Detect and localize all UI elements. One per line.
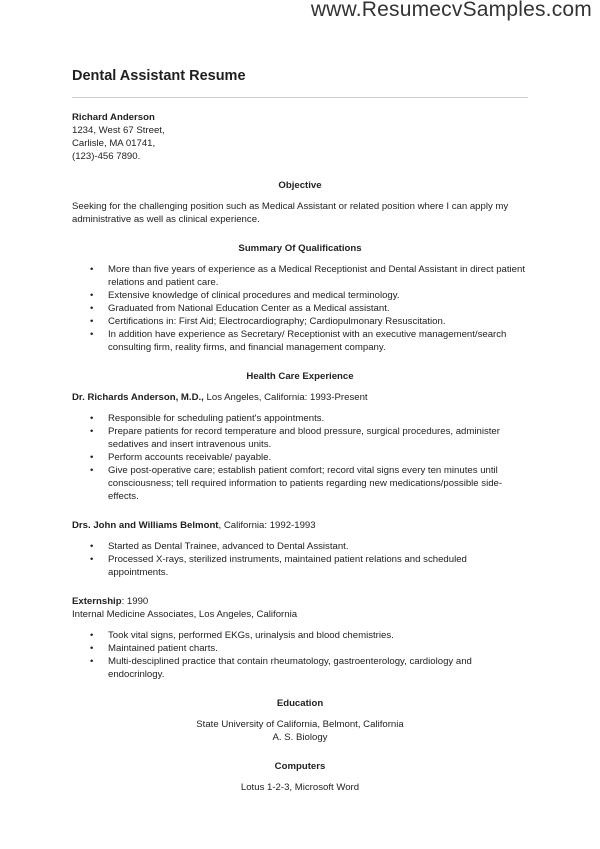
bullet-icon: • xyxy=(90,630,94,641)
contact-phone: (123)-456 7890. xyxy=(72,151,141,162)
bullet-icon: • xyxy=(90,656,94,667)
contact-address-line-2: Carlisle, MA 01741, xyxy=(72,138,156,149)
list-item xyxy=(72,642,528,655)
contact-name: Richard Anderson xyxy=(72,112,155,123)
job-1-duties xyxy=(72,412,528,503)
experience-heading: Health Care Experience xyxy=(246,371,354,382)
job-2-employer: Drs. John and Williams Belmont xyxy=(72,520,219,531)
externship-label: Externship xyxy=(72,596,122,607)
list-item xyxy=(72,655,528,681)
bullet-icon: • xyxy=(90,316,94,327)
list-item-text: Took vital signs, performed EKGs, urinalysis and blood chemistries. xyxy=(108,630,394,641)
list-item-text: More than five years of experience as a Medical Receptionist and Dental Assistant in direct patient relations and patient care. xyxy=(108,264,526,288)
summary-heading: Summary Of Qualifications xyxy=(238,243,362,254)
list-item xyxy=(72,425,528,451)
list-item-text: Perform accounts receivable/ payable. xyxy=(108,452,272,463)
resume-title: Dental Assistant Resume xyxy=(72,68,246,84)
bullet-icon: • xyxy=(90,264,94,275)
externship-year: : 1990 xyxy=(121,596,149,607)
list-item-text: Give post-operative care; establish patient comfort; record vital signs every ten minutes until consciousness; tell required information to patients regarding new medications/possible side-effects. xyxy=(108,465,503,502)
list-item xyxy=(72,328,528,354)
list-item xyxy=(72,540,528,553)
list-item-text: Maintained patient charts. xyxy=(108,643,218,654)
job-2-header xyxy=(72,519,528,532)
externship-duties xyxy=(72,629,528,681)
bullet-icon: • xyxy=(90,303,94,314)
education-heading: Education xyxy=(276,698,324,709)
job-1-header xyxy=(72,391,528,404)
list-item xyxy=(72,464,528,503)
job-2-details: , California: 1992-1993 xyxy=(218,520,316,531)
externship-header xyxy=(72,595,528,608)
bullet-icon: • xyxy=(90,554,94,565)
education-degree: A. S. Biology xyxy=(272,732,328,743)
bullet-icon: • xyxy=(90,290,94,301)
list-item xyxy=(72,289,528,302)
list-item xyxy=(72,315,528,328)
computers-heading: Computers xyxy=(274,761,326,772)
bullet-icon: • xyxy=(90,329,94,340)
list-item-text: In addition have experience as Secretary/ Receptionist with an executive management/search consulting firm, reality firms, and financial management company. xyxy=(108,329,507,353)
objective-text: Seeking for the challenging position such as Medical Assistant or related position where I can apply my administrative as well as clinical experience. xyxy=(72,201,509,225)
contact-block xyxy=(72,111,528,163)
list-item-text: Certifications in: First Aid; Electrocardiography; Cardiopulmonary Resuscitation. xyxy=(108,316,446,327)
bullet-icon: • xyxy=(90,452,94,463)
resume-page xyxy=(72,70,528,794)
job-1-employer: Dr. Richards Anderson, M.D., xyxy=(72,392,204,403)
list-item-text: Prepare patients for record temperature and blood pressure, surgical procedures, administer sedatives and insert intravenous units. xyxy=(108,426,500,450)
list-item xyxy=(72,412,528,425)
list-item xyxy=(72,553,528,579)
list-item-text: Multi-desciplined practice that contain rheumatology, gastroenterology, cardiology and endocrinlogy. xyxy=(108,656,472,680)
list-item xyxy=(72,302,528,315)
title-divider xyxy=(72,97,528,98)
bullet-icon: • xyxy=(90,413,94,424)
list-item xyxy=(72,263,528,289)
job-1-details: Los Angeles, California: 1993-Present xyxy=(203,392,368,403)
site-watermark: www.ResumecvSamples.com xyxy=(310,0,592,21)
list-item-text: Graduated from National Education Center as a Medical assistant. xyxy=(108,303,390,314)
objective-heading: Objective xyxy=(278,180,322,191)
list-item xyxy=(72,629,528,642)
computers-skills: Lotus 1-2-3, Microsoft Word xyxy=(240,782,360,793)
bullet-icon: • xyxy=(90,541,94,552)
list-item xyxy=(72,451,528,464)
bullet-icon: • xyxy=(90,643,94,654)
bullet-icon: • xyxy=(90,426,94,437)
list-item-text: Extensive knowledge of clinical procedures and medical terminology. xyxy=(108,290,400,301)
education-school: State University of California, Belmont, California xyxy=(196,719,404,730)
job-2-duties xyxy=(72,540,528,579)
summary-list xyxy=(72,263,528,354)
list-item-text: Started as Dental Trainee, advanced to Dental Assistant. xyxy=(108,541,349,552)
list-item-text: Processed X-rays, sterilized instruments, maintained patient relations and scheduled appointments. xyxy=(108,554,467,578)
contact-address-line-1: 1234, West 67 Street, xyxy=(72,125,165,136)
externship-place: Internal Medicine Associates, Los Angeles, California xyxy=(72,609,298,620)
bullet-icon: • xyxy=(90,465,94,476)
list-item-text: Responsible for scheduling patient's appointments. xyxy=(108,413,325,424)
